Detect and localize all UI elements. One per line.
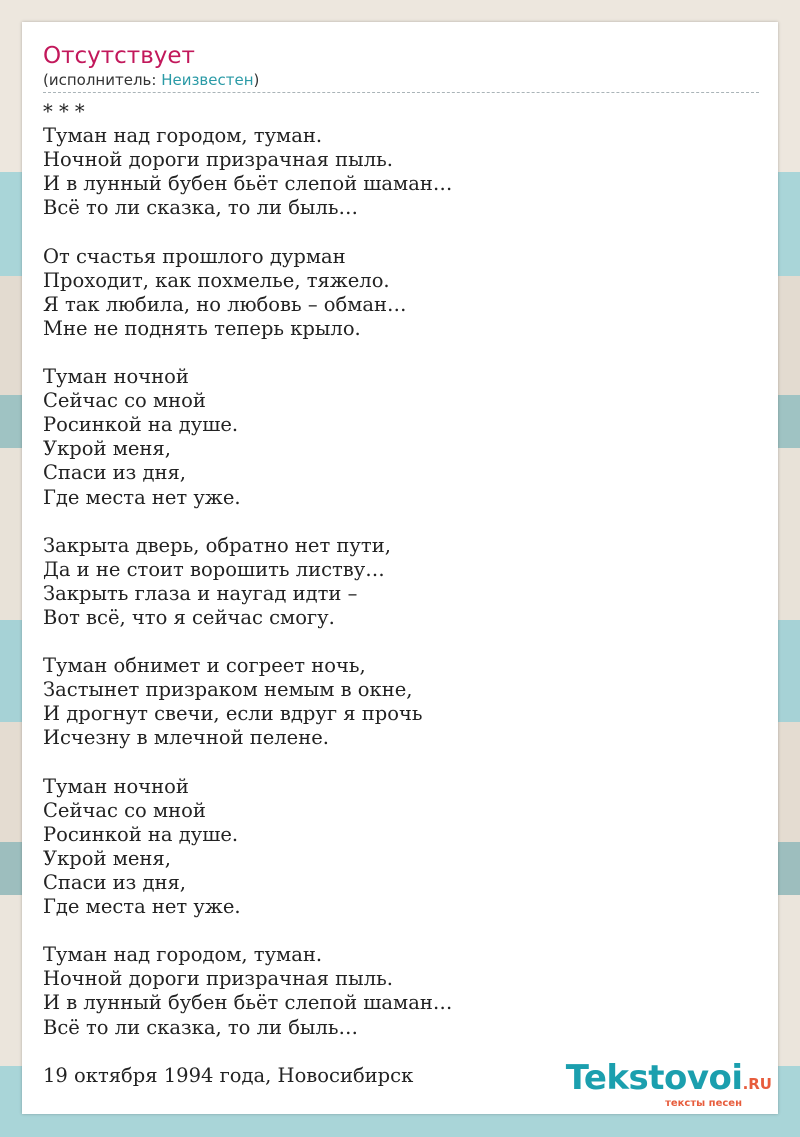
performer-prefix: (исполнитель:: [43, 71, 162, 89]
lyrics-sheet: [22, 22, 778, 1114]
performer-line: [43, 70, 759, 90]
logo-wordmark: [566, 1060, 772, 1102]
performer-suffix: ): [253, 71, 260, 89]
song-title: Отсутствует: [43, 43, 195, 69]
lyrics-text: * * * Туман над городом, туман. Ночной дороги призрачная пыль. И в лунный бубен бьёт слепой шаман… Всё то ли сказка, то ли быль… От счастья прошлого дурман Проходит, как похмелье, тяжело. Я так любила, но любовь – обман… Мне не поднять теперь крыло. Туман ночной Сейчас со мной Росинкой на душе. Укрой меня, Спаси из дня, Где места нет уже. Закрыта дверь, обратно нет пути, Да и не стоит ворошить листву… Закрыть глаза и наугад идти – Вот всё, что я сейчас смогу. Туман обнимет и согреет ночь, Застынет призраком немым в окне, И дрогнут свечи, если вдруг я прочь Исчезну в млечной пелене. Туман ночной Сейчас со мной Росинкой на душе. Укрой меня, Спаси из дня, Где места нет уже. Туман над городом, туман. Ночной дороги призрачная пыль. И в лунный бубен бьёт слепой шаман… Всё то ли сказка, то ли быль… 19 октября 1994 года, Новосибирск: [43, 100, 453, 1087]
site-logo[interactable]: [566, 1060, 772, 1110]
logo-tld: .RU: [742, 1075, 772, 1093]
performer-name-link[interactable]: Неизвестен: [161, 71, 254, 89]
header-divider: [43, 92, 759, 93]
logo-name: Tekstovoi: [565, 1058, 743, 1098]
song-header: [43, 42, 759, 93]
logo-tagline: тексты песен: [665, 1098, 742, 1109]
